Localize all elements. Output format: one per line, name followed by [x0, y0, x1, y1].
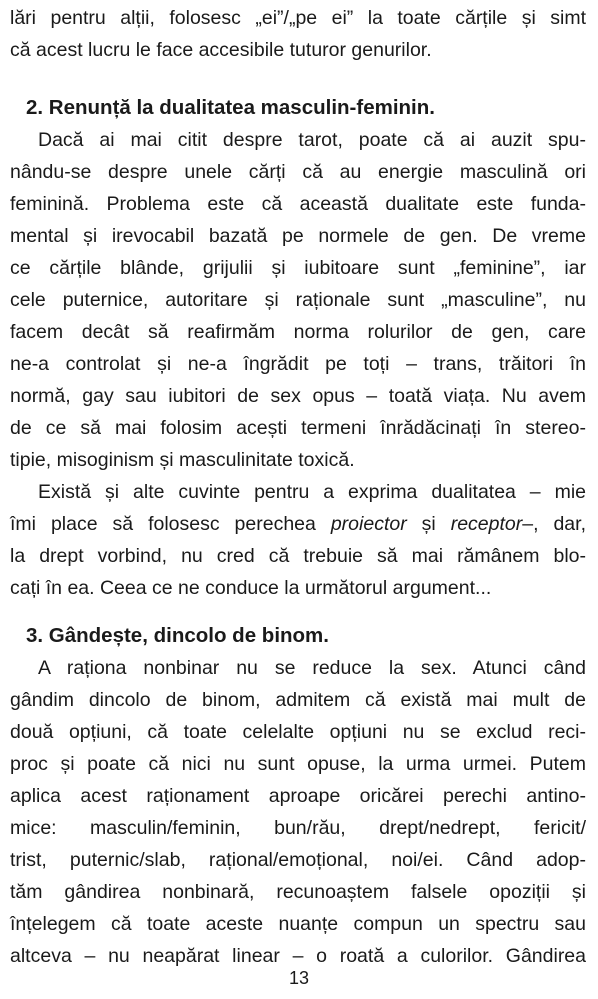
section-heading: 2. Renunță la dualitatea masculin-feminin.	[26, 96, 435, 119]
text-line: Dacă ai mai citit despre tarot, poate că ai auzit spu-	[38, 129, 586, 151]
text-line: nându-se despre unele cărți că au energie masculină ori	[10, 161, 586, 183]
text-line: două opțiuni, că toate celelalte opțiuni nu se exclud reci-	[10, 721, 586, 743]
italic-term-receptor: receptor	[450, 513, 523, 535]
text-line: altceva – nu neapărat linear – o roată a culorilor. Gândirea	[10, 945, 586, 967]
section-heading: 3. Gândește, dincolo de binom.	[26, 624, 329, 647]
text-line: feminină. Problema este că această dualitate este funda-	[10, 193, 586, 215]
text-line: aplica acest raționament aproape oricărei perechi antino-	[10, 785, 586, 807]
text-line	[10, 508, 586, 540]
page-number: 13	[288, 968, 310, 988]
text-line: cați în ea. Ceea ce ne conduce la următorul argument...	[10, 577, 492, 599]
text-line: gândim dincolo de binom, admitem că există mai mult de	[10, 689, 586, 711]
text-line: înțelegem că toate aceste nuanțe compun un spectru sau	[10, 913, 586, 935]
text-line: lări pentru alții, folosesc „ei”/„pe ei” la toate cărțile și simt	[10, 7, 586, 29]
text-line: mental și irevocabil bazată pe normele de gen. De vreme	[10, 225, 586, 247]
text-segment: și	[406, 513, 451, 535]
text-line: de ce să mai folosim acești termeni înrădăcinați în stereo-	[10, 417, 586, 439]
text-line: A raționa nonbinar nu se reduce la sex. Atunci când	[38, 657, 586, 679]
text-line: cele puternice, autoritare și raționale sunt „masculine”, nu	[10, 289, 586, 311]
text-line: proc și poate că nici nu sunt opuse, la urma urmei. Putem	[10, 753, 586, 775]
text-segment: –, dar,	[522, 513, 586, 535]
text-line: trist, puternic/slab, rațional/emoțional, noi/ei. Când adop-	[10, 849, 586, 871]
text-line: la drept vorbind, nu cred că trebuie să mai rămânem blo-	[10, 545, 586, 567]
text-line: ne-a controlat și ne-a îngrădit pe toți – trans, trăitori în	[10, 353, 586, 375]
text-line: normă, gay sau iubitori de sex opus – toată viața. Nu avem	[10, 385, 586, 407]
italic-term-proiector: proiector	[330, 513, 407, 535]
text-line: mice: masculin/feminin, bun/rău, drept/nedrept, fericit/	[10, 817, 586, 839]
text-segment: îmi place să folosesc perechea	[10, 513, 331, 535]
text-line: Există și alte cuvinte pentru a exprima dualitatea – mie	[38, 481, 586, 503]
text-line: ce cărțile blânde, grijulii și iubitoare sunt „feminine”, iar	[10, 257, 586, 279]
text-line: facem decât să reafirmăm norma rolurilor de gen, care	[10, 321, 586, 343]
text-line: tăm gândirea nonbinară, recunoaștem falsele opoziții și	[10, 881, 586, 903]
text-line: tipie, misoginism și masculinitate toxică.	[10, 449, 355, 471]
text-line: că acest lucru le face accesibile tuturor genurilor.	[10, 39, 432, 61]
